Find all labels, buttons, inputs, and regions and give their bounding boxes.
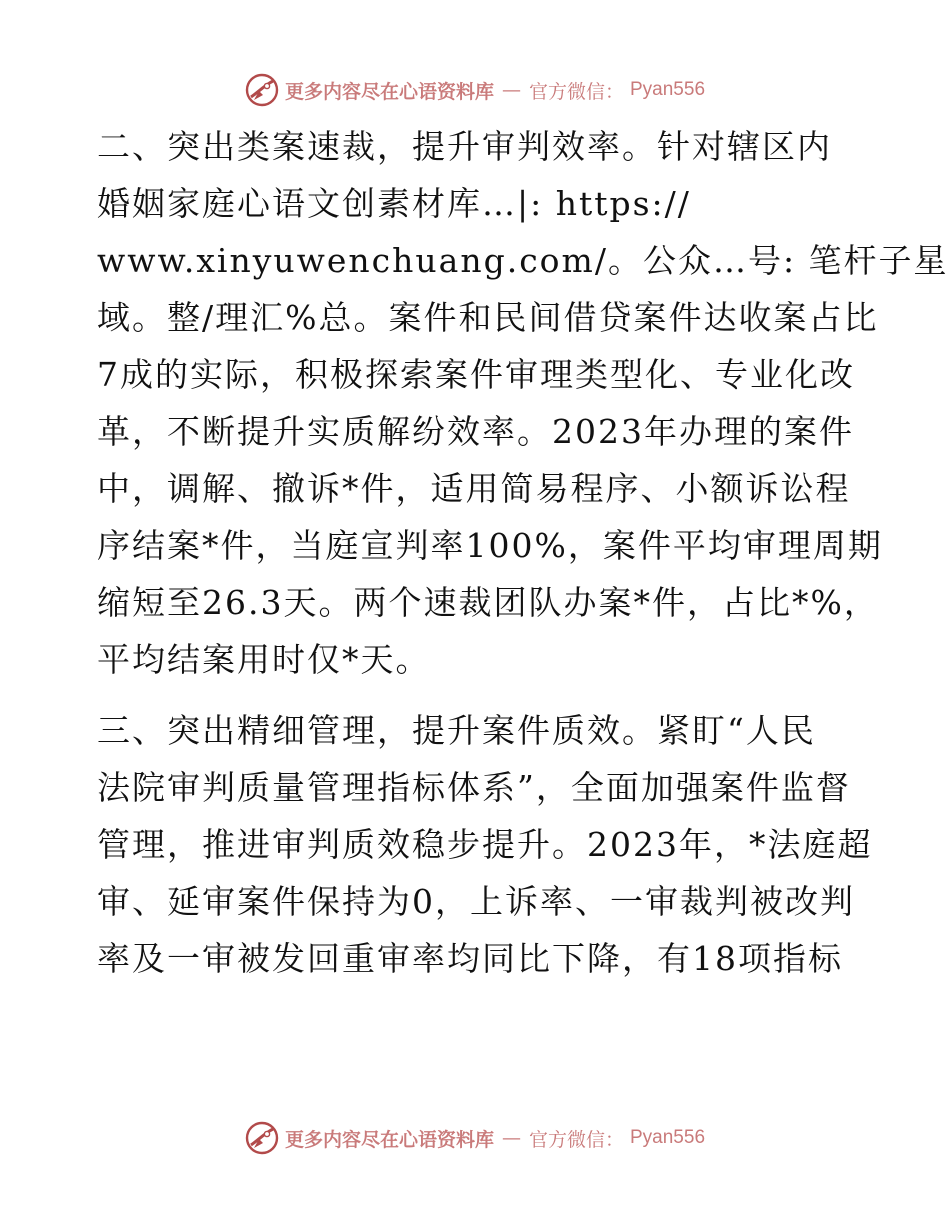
header-wechat-id: Pyan556 (630, 79, 706, 100)
header-wechat-label: 官方微信： (528, 80, 624, 103)
paragraph-line: 域。整/理汇%总。案件和民间借贷案件达收案占比 (97, 298, 879, 337)
header-separator: — (501, 79, 521, 101)
paragraph-line: 率及一审被发回重审率均同比下降，有18项指标 (97, 939, 843, 978)
pen-logo-icon (245, 1121, 279, 1155)
footer-separator: — (501, 1127, 521, 1149)
header-watermark (0, 70, 950, 110)
paragraph-line: 序结案*件，当庭宣判率100%，案件平均审理周期 (97, 526, 883, 565)
paragraph-line: www.xinyuwenchuang.com/。公众…号: 笔杆子星 (97, 241, 949, 280)
paragraph-2 (97, 118, 949, 688)
paragraph-3 (97, 702, 873, 987)
document-body (97, 118, 949, 987)
pen-logo-icon (245, 73, 279, 107)
footer-wechat-label: 官方微信： (528, 1128, 624, 1151)
paragraph-line: 缩短至26.3天。两个速裁团队办案*件，占比*%， (97, 583, 879, 622)
paragraph-line: 法院审判质量管理指标体系”，全面加强案件监督 (97, 768, 851, 807)
paragraph-line: 管理，推进审判质效稳步提升。2023年，*法庭超 (97, 825, 873, 864)
paragraph-line: 二、突出类案速裁，提升审判效率。针对辖区内 (97, 127, 832, 166)
paragraph-line: 中，调解、撤诉*件，适用简易程序、小额诉讼程 (97, 469, 851, 508)
header-watermark-inner (245, 73, 705, 107)
paragraph-spacer (97, 688, 857, 702)
footer-watermark-inner (245, 1121, 705, 1155)
paragraph-line: 革，不断提升实质解纷效率。2023年办理的案件 (97, 412, 854, 451)
paragraph-line: 审、延审案件保持为0，上诉率、一审裁判被改判 (97, 882, 855, 921)
footer-watermark (0, 1118, 950, 1158)
paragraph-line: 三、突出精细管理，提升案件质效。紧盯“人民 (97, 711, 816, 750)
paragraph-line: 平均结案用时仅*天。 (97, 640, 431, 679)
paragraph-line: 7成的实际，积极探索案件审理类型化、专业化改 (97, 355, 855, 394)
footer-site-text: 更多内容尽在心语资料库 (284, 1128, 494, 1151)
paragraph-line: 婚姻家庭心语文创素材库…|: https:// (97, 184, 691, 223)
header-site-text: 更多内容尽在心语资料库 (284, 80, 494, 103)
footer-wechat-id: Pyan556 (630, 1127, 706, 1148)
